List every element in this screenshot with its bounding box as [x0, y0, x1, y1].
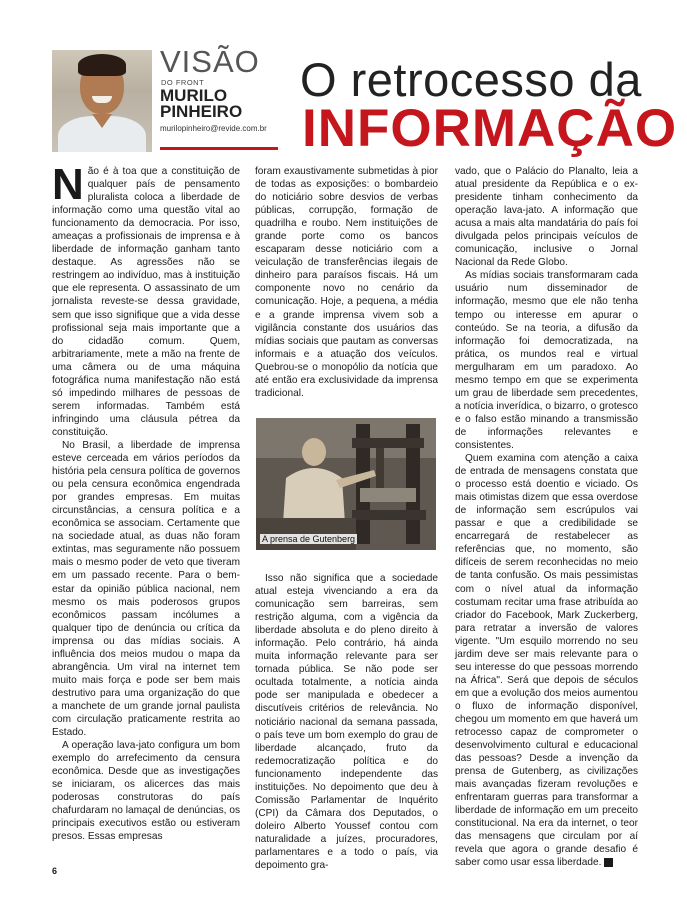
header-rule [160, 147, 278, 150]
author-first-name: MURILO [160, 86, 228, 105]
article-column-1 [52, 160, 240, 843]
author-email: murilopinheiro@revide.com.br [160, 124, 267, 133]
author-name [160, 88, 270, 120]
article-column-2-bottom [255, 572, 438, 872]
section-subtitle: DO FRONT [161, 78, 205, 87]
paragraph: No Brasil, a liberdade de imprensa esteve cerceada em vários períodos da história pela censura política de governos ou pela censura econômica engendrada por grandes empresas. Em muitas circunstâncias, a censura política e a econômica se associam. Certamente que na sociedade atual, as duas não foram extintas, mas seguramente não possuem mais o mesmo poder de veto que tiveram em um passado recente. Para o bem-estar da opinião pública nacional, nem mesmo os mais poderosos grupos econômicos passam incólumes a qualquer tipo de denúncia ou crítica da imprensa ou das mídias sociais. A influência dos meios mudou o mapa da abrangência. Um viral na internet tem muito mais força e pode ser bem mais destrutivo para uma organização do que a manchete de um grande jornal paulista com circulação praticamente restrita ao Estado. [52, 439, 240, 739]
paragraph [455, 452, 638, 870]
paragraph: vado, que o Palácio do Planalto, leia a atual presidente da República e o ex-presidente tinham conhecimento da operação lava-jato. A informação que acusa a mais alta mandatária do país foi divulgada pelos principais veículos de comunicação, inclusive o Jornal Nacional da Rede Globo. [455, 166, 638, 269]
article-column-3 [455, 165, 638, 870]
paragraph: A operação lava-jato configura um bom exemplo do arrefecimento da censura econômica. Desde que as investigações se iniciaram, os alicerces das mais poderosas construtoras do país chafurdaram no lamaçal de denúncias, os principais executivos estão ou estiveram presos. Essas empresas [52, 740, 240, 843]
paragraph [52, 160, 240, 439]
paragraph: Isso não significa que a sociedade atual esteja vivenciando a era da comunicação sem barreiras, sem restrição alguma, com a vigência da liberdade absoluta e do pleno direito à informação. Pelo contrário, há ainda muita informação relevante para ser tornada pública. Se não pode ser ocultada totalmente, a notícia ainda pode ser manipulada e obedecer a discutíveis critérios de relevância. No noticiário nacional da semana passada, o país teve um bom exemplo do grau de liberdade alcançado, fruto da redemocratização política e do funcionamento independente das instituições. No depoimento que deu à Comissão Parlamentar de Inquérito (CPI) da Câmara dos Deputados, o doleiro Alberto Youssef contou com naturalidade a juízes, procuradores, parlamentares e a todo o país, via depoimento gra- [255, 573, 438, 872]
page-number: 6 [52, 866, 58, 876]
author-last-name: PINHEIRO [160, 102, 243, 121]
article-column-2-top [255, 165, 438, 400]
paragraph: As mídias sociais transformaram cada usuário num disseminador de informação, mesmo que ele não tenha tempo ou interesse em apurar o conteúdo. Se na teoria, a difusão da informação foi democratizada, na prática, os mundos real e virtual mergulharam em um paradoxo. Ao mesmo tempo em que se experimenta um grau de liberdade sem precedentes, a notícia inverídica, o bizarro, o grotesco e o falso estão minando a transmissão de informações relevantes e consistentes. [455, 270, 638, 451]
gutenberg-press-image [256, 418, 436, 550]
paragraph-text: Quem examina com atenção a caixa de entrada de mensagens constata que o processo está doentio e viciado. Os mais otimistas dizem que essa overdose de informação sem escrúpulos vai passar e que a credibilidade se encarregará de restabelecer as referências que, no momento, são difíceis de serem reconhecidas no meio de tanta confusão. Os mais pessimistas com o nível atual da informação costumam recitar uma frase atribuída ao criador do Facebook, Mark Zuckerberg, para retratar a inversão de valores vigente. "Um esquilo morrendo no seu jardim deve ser mais relevante para o seu interesse do que pessoas morrendo na África". Será que depois de séculos em que a evolução dos meios aumentou o fluxo de informação disponível, chegou um momento em que haverá um retrocesso capaz de comprometer o desenvolvimento cultural e educacional das pessoas? Desde a invenção da prensa de Gutenberg, as civilizações mais avançadas fizeram revoluções e enfrentaram guerras para transformar a liberdade de informação em um preceito constitucional. Na era da internet, o teor das mensagens que circulam por aí revela que agora o grande desafio é saber como usar essa liberdade. [455, 453, 638, 869]
paragraph: foram exaustivamente submetidas à pior de todas as exposições: o bombardeio do noticiário sobre desvios de verbas públicas, corrupção, formação de quadrilha e roubo. Nem instituições de grande porte como os bancos escaparam desse noticiário com a veiculação de transferências ilegais de dinheiro para paraísos fiscais. Há um componente novo no cenário da comunicação. Hoje, a pequena, a média e a grande imprensa vivem sob a vigilância constante dos usuários das mídias sociais que pautam as conversas informais e a atuação dos veículos. Quebrou-se o monopólio da notícia que até então era exclusividade da imprensa tradicional. [255, 166, 438, 399]
section-name: VISÃO [160, 44, 260, 79]
end-mark-icon [604, 858, 613, 867]
author-photo [52, 50, 152, 152]
article-title-line1: O retrocesso da [300, 53, 642, 106]
drop-cap: N [52, 160, 84, 209]
paragraph-text: ão é à toa que a constituição de qualquer país de pensamento pluralista coloca a liberdade de informação como uma questão vital ao funcionamento da democracia. Por isso, ameaças a profissionais de imprensa e à liberdade de informação ganham tanto destaque. As agressões não se restringem ao indivíduo, mas à instituição que ele representa. O assassinato de um jornalista reveste-se dessa gravidade, sem que isso signifique que a vida desse profissional seja mais importante que a do cidadão comum. Quem, arbitrariamente, mete a mão na frente de uma câmera ou de uma máquina fotográfica numa manifestação não está só impedindo milhares de pessoas de serem informadas. Também está infringindo uma cláusula pétrea da constituição. [52, 166, 240, 438]
article-title-line2: INFORMAÇÃO [302, 99, 678, 158]
figure-caption: A prensa de Gutenberg [262, 534, 356, 544]
